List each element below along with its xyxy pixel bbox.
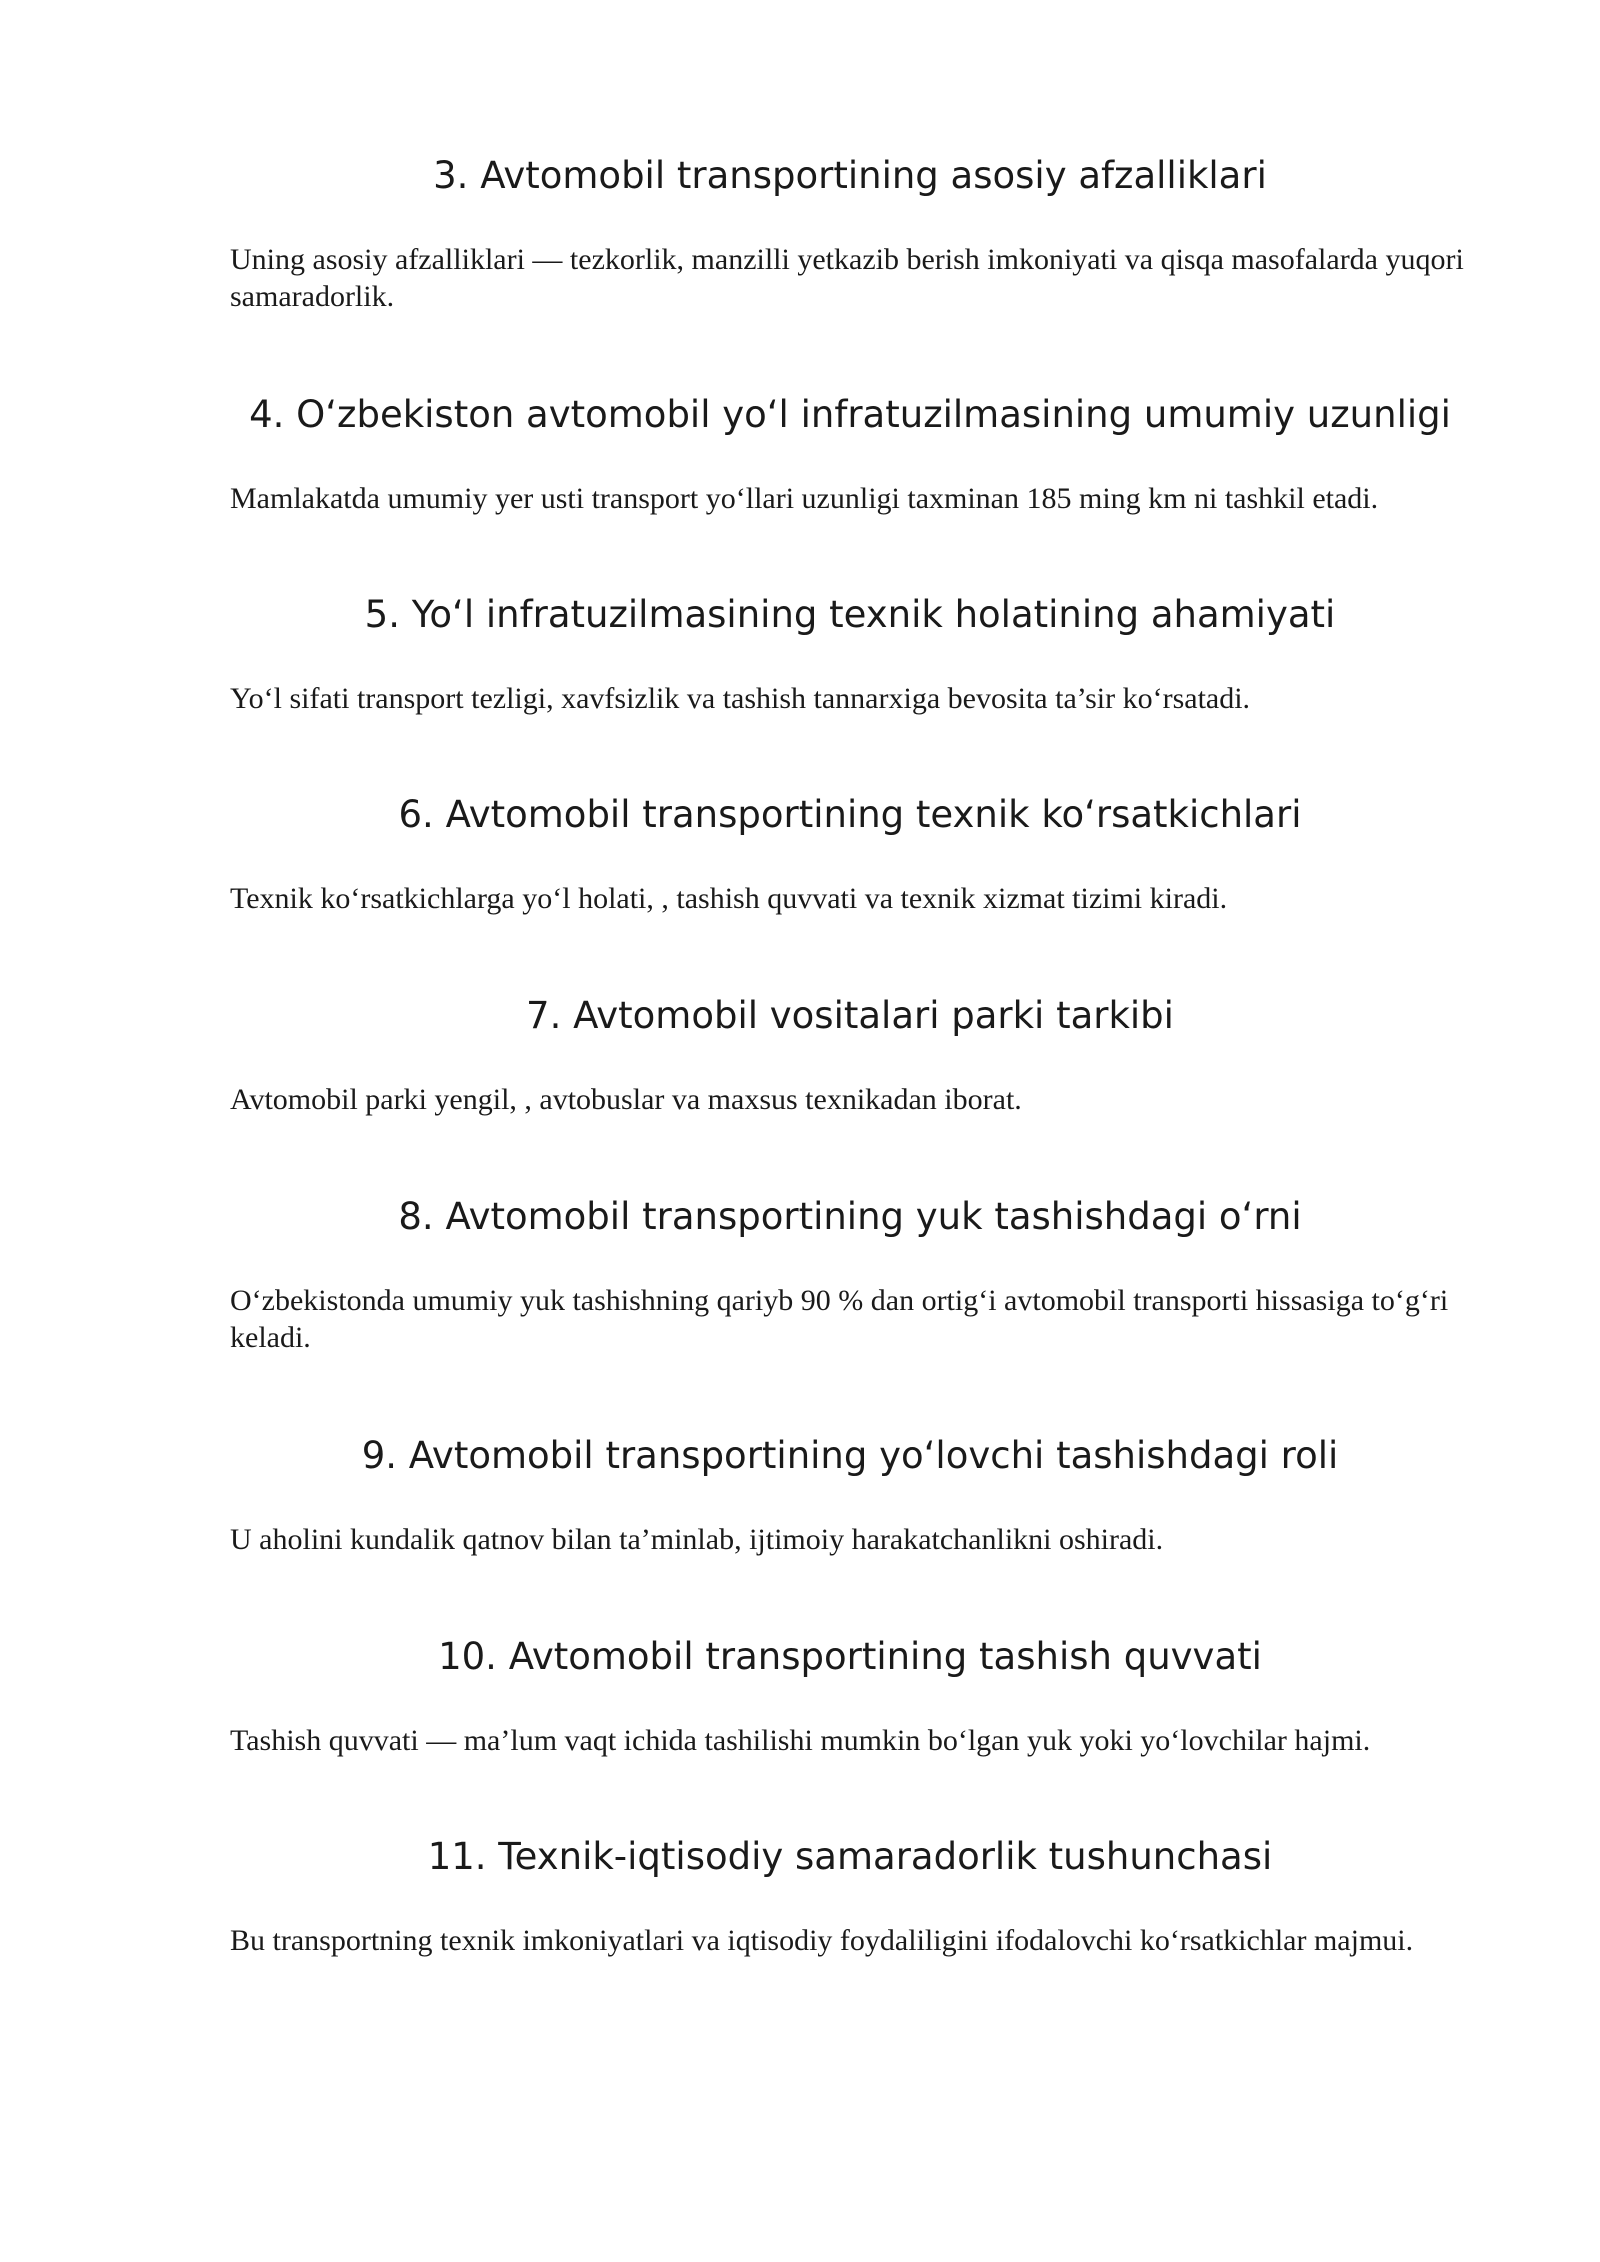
section-4: [230, 392, 1470, 515]
section-heading: 6. Avtomobil transportining texnik ko‘rsatkichlari: [398, 793, 1302, 836]
section-body: U aholini kundalik qatnov bilan ta’minlab, ijtimoiy harakatchanlikni oshiradi.: [230, 1523, 1164, 1556]
section-heading: 9. Avtomobil transportining yo‘lovchi tashishdagi roli: [361, 1434, 1339, 1477]
section-heading: 8. Avtomobil transportining yuk tashishdagi o‘rni: [398, 1195, 1302, 1238]
section-5: [230, 592, 1470, 715]
section-heading: 7. Avtomobil vositalari parki tarkibi: [526, 994, 1174, 1037]
section-10: [230, 1634, 1470, 1757]
section-body: Yo‘l sifati transport tezligi, xavfsizlik va tashish tannarxiga bevosita ta’sir ko‘rsatadi.: [230, 682, 1251, 715]
section-body: Uning asosiy afzalliklari — tezkorlik, manzilli yetkazib berish imkoniyati va qisqa masofalarda yuqori samaradorlik.: [230, 243, 1464, 313]
section-heading: 3. Avtomobil transportining asosiy afzalliklari: [433, 154, 1267, 197]
section-heading: 11. Texnik-iqtisodiy samaradorlik tushunchasi: [427, 1835, 1273, 1878]
section-6: [230, 792, 1470, 915]
section-body: O‘zbekistonda umumiy yuk tashishning qariyb 90 % dan ortig‘i avtomobil transporti hissasiga to‘g‘ri keladi.: [230, 1284, 1449, 1354]
section-heading: 10. Avtomobil transportining tashish quvvati: [438, 1635, 1262, 1678]
section-body: Mamlakatda umumiy yer usti transport yo‘llari uzunligi taxminan 185 ming km ni tashkil etadi.: [230, 482, 1379, 515]
section-body: Tashish quvvati — ma’lum vaqt ichida tashilishi mumkin bo‘lgan yuk yoki yo‘lovchilar hajmi.: [230, 1724, 1371, 1757]
section-heading: 4. O‘zbekiston avtomobil yo‘l infratuzilmasining umumiy uzunligi: [249, 393, 1451, 436]
section-7: [230, 993, 1470, 1116]
section-11: [230, 1834, 1470, 1957]
section-heading: 5. Yo‘l infratuzilmasining texnik holatining ahamiyati: [364, 593, 1336, 636]
section-body: Avtomobil parki yengil, , avtobuslar va maxsus texnikadan iborat.: [230, 1083, 1022, 1116]
section-9: [230, 1433, 1470, 1556]
section-8: [230, 1194, 1470, 1354]
section-body: Texnik ko‘rsatkichlarga yo‘l holati, , tashish quvvati va texnik xizmat tizimi kiradi.: [230, 882, 1228, 915]
section-body: Bu transportning texnik imkoniyatlari va iqtisodiy foydaliligini ifodalovchi ko‘rsatkichlar majmui.: [230, 1924, 1414, 1957]
section-3: [230, 153, 1470, 313]
